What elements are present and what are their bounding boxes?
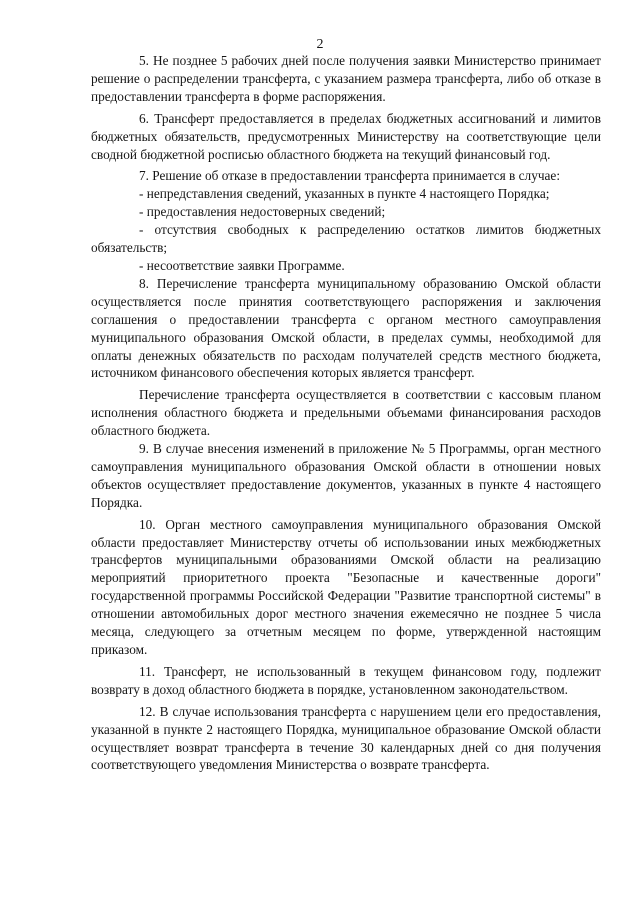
paragraph-12: 12. В случае использования трансферта с нарушением цели его предоставления, указанной в пункте 2 настоящего Порядка, муниципальное образование Омской области осуществляет возврат трансферта в течение 30 календарных дней со дня получения соответствующего уведомления Министерства о возврате трансферта. (91, 703, 601, 773)
paragraph-11: 11. Трансферт, не использованный в текущем финансовом году, подлежит возврату в доход областного бюджета в порядке, установленном законодательством. (91, 663, 601, 697)
document-body (91, 52, 601, 774)
paragraph-7: 7. Решение об отказе в предоставлении трансферта принимается в случае: (139, 168, 561, 184)
paragraph-8-continued: Перечисление трансферта осуществляется в соответствии с кассовым планом исполнения областного бюджета и предельными объемами финансирования расходов областного бюджета. (91, 387, 601, 439)
list-item-7-4: - несоответствие заявки Программе. (139, 257, 345, 273)
page-number: 2 (316, 37, 324, 52)
list-item-7-2: - предоставления недостоверных сведений; (139, 204, 386, 220)
paragraph-9: 9. В случае внесения изменений в приложение № 5 Программы, орган местного самоуправления муниципального образования Омской области в отношении новых объектов осуществляет предоставление документов, указанных в пункте 4 настоящего Порядка. (91, 441, 601, 510)
paragraph-10: 10. Орган местного самоуправления муниципального образования Омской области предоставляет Министерству отчеты об использовании иных межбюджетных трансфертов муниципальными образованиями Омской области на реализацию мероприятий приоритетного проекта "Безопасные и качественные дороги" государственной программы Российской Федерации "Развитие транспортной системы" в отношении автомобильных дорог местного значения ежемесячно не позднее 5 числа месяца, следующего за отчетным месяцем по форме, утвержденной настоящим приказом. (91, 516, 601, 657)
list-item-7-1: - непредставления сведений, указанных в пункте 4 настоящего Порядка; (139, 186, 550, 202)
paragraph-5: 5. Не позднее 5 рабочих дней после получения заявки Министерство принимает решение о распределении трансферта, с указанием размера трансферта, либо об отказе в предоставлении трансферта в форме распоряжения. (91, 53, 601, 104)
paragraph-6: 6. Трансферт предоставляется в пределах бюджетных ассигнований и лимитов бюджетных обязательств, предусмотренных Министерству на соответствующие цели сводной бюджетной росписью областного бюджета на текущий финансовый год. (91, 110, 601, 162)
paragraph-8: 8. Перечисление трансферта муниципальному образованию Омской области осуществляется после принятия соответствующего распоряжения и заключения соглашения о предоставлении трансферта с органом местного самоуправления муниципального образования Омской области, в пределах суммы, необходимой для оплаты денежных обязательств по расходам получателей средств местного бюджета, источником финансового обеспечения которых является трансферт. (91, 275, 601, 381)
list-item-7-3: - отсутствия свободных к распределению остатков лимитов бюджетных обязательств; (91, 222, 601, 256)
